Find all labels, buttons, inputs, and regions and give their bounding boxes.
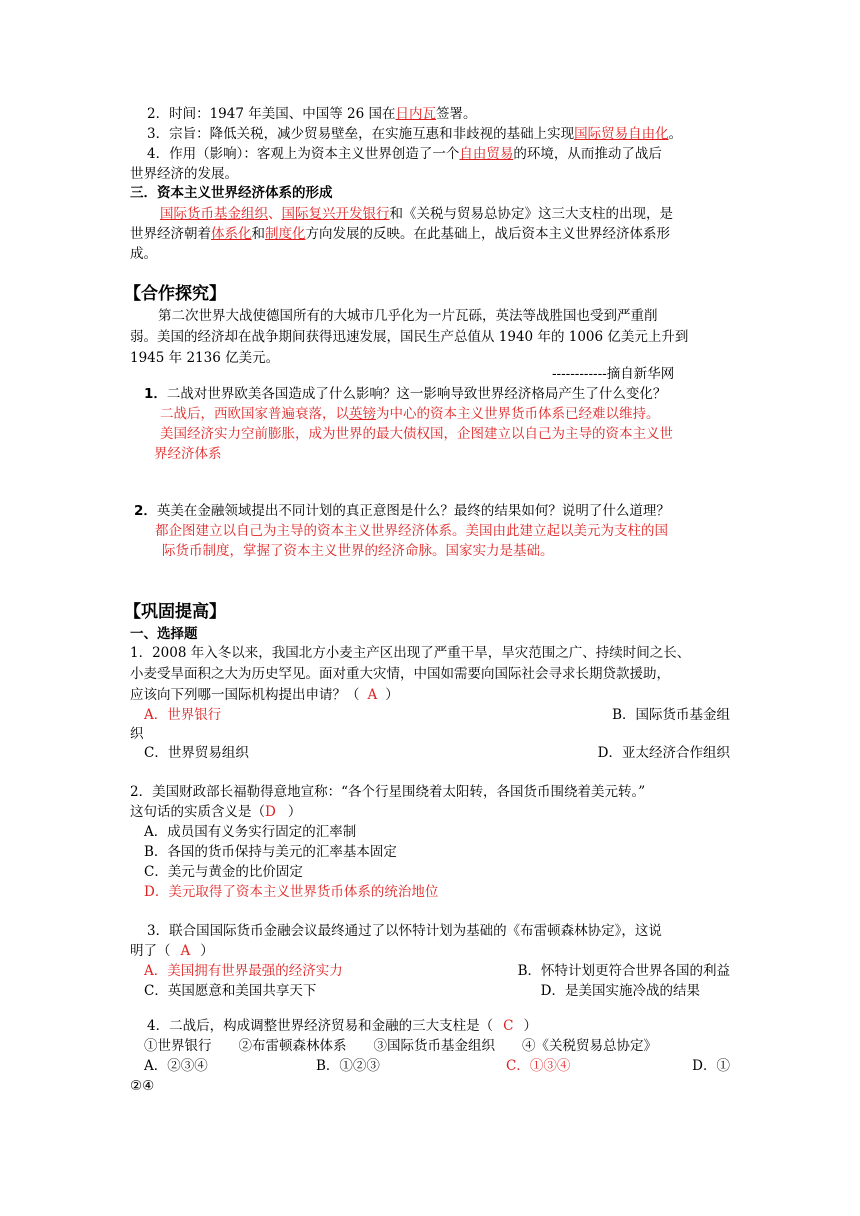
section-3-title: 三．资本主义世界经济体系的形成 (130, 185, 333, 201)
keyword-link[interactable]: 英镑 (349, 406, 376, 422)
text: 为中心的资本主义世界货币体系已经难以维持。 (376, 406, 660, 422)
option-b[interactable]: B．①②③ (316, 1058, 380, 1074)
keyword-link[interactable]: 体系化 (211, 226, 252, 242)
coop-answer-1-line-3: 界经济体系 (154, 446, 222, 462)
q1-options-cd (144, 743, 730, 763)
answer-mark: A (180, 943, 191, 959)
text: 应该向下列哪一国际机构提出申请？（ (130, 687, 360, 703)
text: 这句话的实质含义是（ (130, 804, 265, 820)
option-c[interactable]: C．世界贸易组织 (144, 745, 249, 761)
option-b[interactable]: B．怀特计划更符合世界各国的利益 (517, 963, 730, 979)
choice-section-title: 一、选择题 (130, 626, 198, 642)
q1-options-ab (144, 705, 730, 725)
text: 2．时间：1947 年美国、中国等 26 国在 (147, 106, 396, 122)
option-a[interactable]: A．世界银行 (144, 707, 222, 723)
coop-para-1: 第二次世界大战使德国所有的大城市几乎化为一片瓦砾，英法等战胜国也受到严重削 (158, 308, 658, 324)
consolidate-heading: 【巩固提高】 (124, 602, 226, 622)
q2-option-d[interactable]: D．美元取得了资本主义世界货币体系的统治地位 (144, 884, 439, 900)
coop-para-2: 弱。美国的经济却在战争期间获得迅速发展，国民生产总值从 1940 年的 1006 亿美元上升到 (130, 329, 689, 345)
coop-answer-1-line-2: 美国经济实力空前膨胀，成为世界的最大债权国，企图建立以自己为主导的资本主义世 (160, 426, 673, 442)
text: 的环境，从而推动了战后 (513, 146, 662, 162)
s2-line-4: 世界经济的发展。 (130, 166, 238, 182)
option-c[interactable]: C．英国愿意和美国共享天下 (144, 983, 317, 999)
keyword-link[interactable]: 制度化 (265, 226, 306, 242)
q3-line-2 (130, 941, 730, 961)
text: ） (523, 1018, 537, 1034)
question-number: 1． (144, 386, 167, 402)
text: 4．作用（影响）：客观上为资本主义世界创造了一个 (147, 146, 460, 162)
coop-source: ------------摘自新华网 (552, 366, 675, 382)
keyword-link[interactable]: 国际复兴开发银行 (281, 206, 390, 222)
keyword-link[interactable]: 国际贸易自由化 (574, 126, 669, 142)
text: ） (287, 804, 302, 820)
s2-line-1 (147, 104, 747, 124)
q2-line-2 (130, 802, 730, 822)
text: 世界经济朝着 (130, 226, 211, 242)
coop-answer-2-line-1: 都企图建立以自己为主导的资本主义世界经济体系。美国由此建立起以美元为支柱的国 (155, 523, 668, 539)
answer-mark: A (367, 687, 378, 703)
s2-line-2 (147, 124, 747, 144)
text: 方向发展的反映。在此基础上，战后资本主义世界经济体系形 (305, 226, 670, 242)
option-c[interactable]: C．①③④ (506, 1058, 571, 1074)
q1-option-b-wrap: 织 (130, 726, 144, 742)
text: ） (385, 687, 399, 703)
q3-options-ab (144, 961, 730, 981)
q1-line-2: 小麦受旱面积之大为历史罕见。面对重大灾情，中国如需要向国际社会寻求长期贷款援助， (130, 666, 670, 682)
coop-heading: 【合作探究】 (124, 284, 226, 304)
text: 签署。 (436, 106, 477, 122)
q4-line-1 (147, 1016, 747, 1036)
q2-option-b[interactable]: B．各国的货币保持与美元的汇率基本固定 (144, 844, 397, 860)
answer-mark: D (265, 804, 276, 820)
text: 。 (668, 126, 683, 142)
coop-answer-1-line-1 (160, 404, 760, 424)
option-d[interactable]: D．亚太经济合作组织 (597, 745, 730, 761)
keyword-link[interactable]: 国际货币基金组织 (160, 206, 268, 222)
text: 和《关税与贸易总协定》这三大支柱的出现，是 (389, 206, 673, 222)
s3-line-3: 成。 (130, 246, 157, 262)
coop-para-3: 1945 年 2136 亿美元。 (130, 350, 280, 366)
option-d[interactable]: D．① (692, 1058, 730, 1074)
answer-mark: C (503, 1018, 514, 1034)
s2-line-3 (147, 144, 747, 164)
q2-line-1: 2．美国财政部长福勒得意地宣称：“各个行星围绕着太阳转，各国货币围绕着美元转。” (130, 784, 646, 800)
question-number: 2． (134, 503, 157, 519)
text: 明了（ (130, 943, 171, 959)
s3-line-2 (130, 224, 730, 244)
text: 4．二战后，构成调整世界经济贸易和金融的三大支柱是（ (147, 1018, 494, 1034)
coop-answer-2-line-2: 际货币制度，掌握了资本主义世界的经济命脉。国家实力是基础。 (162, 543, 554, 559)
keyword-link[interactable]: 自由贸易 (459, 146, 514, 162)
q1-line-1: 1．2008 年入冬以来，我国北方小麦主产区出现了严重干旱，旱灾范围之广、持续时间之长、 (130, 645, 691, 661)
text: 3．宗旨：降低关税，减少贸易壁垒，在实施互惠和非歧视的基础上实现 (147, 126, 575, 142)
q4-option-d-wrap: ②④ (130, 1078, 155, 1094)
q2-option-a[interactable]: A．成员国有义务实行固定的汇率制 (144, 824, 357, 840)
option-d[interactable]: D．是美国实施冷战的结果 (540, 983, 700, 999)
question-text: 英美在金融领域提出不同计划的真正意图是什么？最终的结果如何？说明了什么道理？ (156, 503, 670, 519)
text: ） (200, 943, 214, 959)
q3-options-cd (144, 981, 700, 1001)
option-a[interactable]: A．美国拥有世界最强的经济实力 (144, 963, 343, 979)
s3-line-1 (160, 204, 760, 224)
coop-question-2 (134, 501, 734, 521)
text: 和 (251, 226, 265, 242)
coop-question-1 (144, 384, 744, 404)
text: 、 (268, 206, 282, 222)
option-b[interactable]: B．国际货币基金组 (612, 707, 730, 723)
q4-items: ①世界银行 ②布雷顿森林体系 ③国际货币基金组织 ④《关税贸易总协定》 (144, 1038, 657, 1054)
text: 二战后，西欧国家普遍衰落，以 (160, 406, 349, 422)
q3-line-1: 3．联合国国际货币金融会议最终通过了以怀特计划为基础的《布雷顿森林协定》，这说 (147, 923, 662, 939)
question-text: 二战对世界欧美各国造成了什么影响？这一影响导致世界经济格局产生了什么变化？ (166, 386, 667, 402)
q2-option-c[interactable]: C．美元与黄金的比价固定 (144, 864, 303, 880)
option-a[interactable]: A．②③④ (144, 1058, 208, 1074)
q1-line-3 (130, 685, 730, 705)
keyword-link[interactable]: 日内瓦 (395, 106, 436, 122)
